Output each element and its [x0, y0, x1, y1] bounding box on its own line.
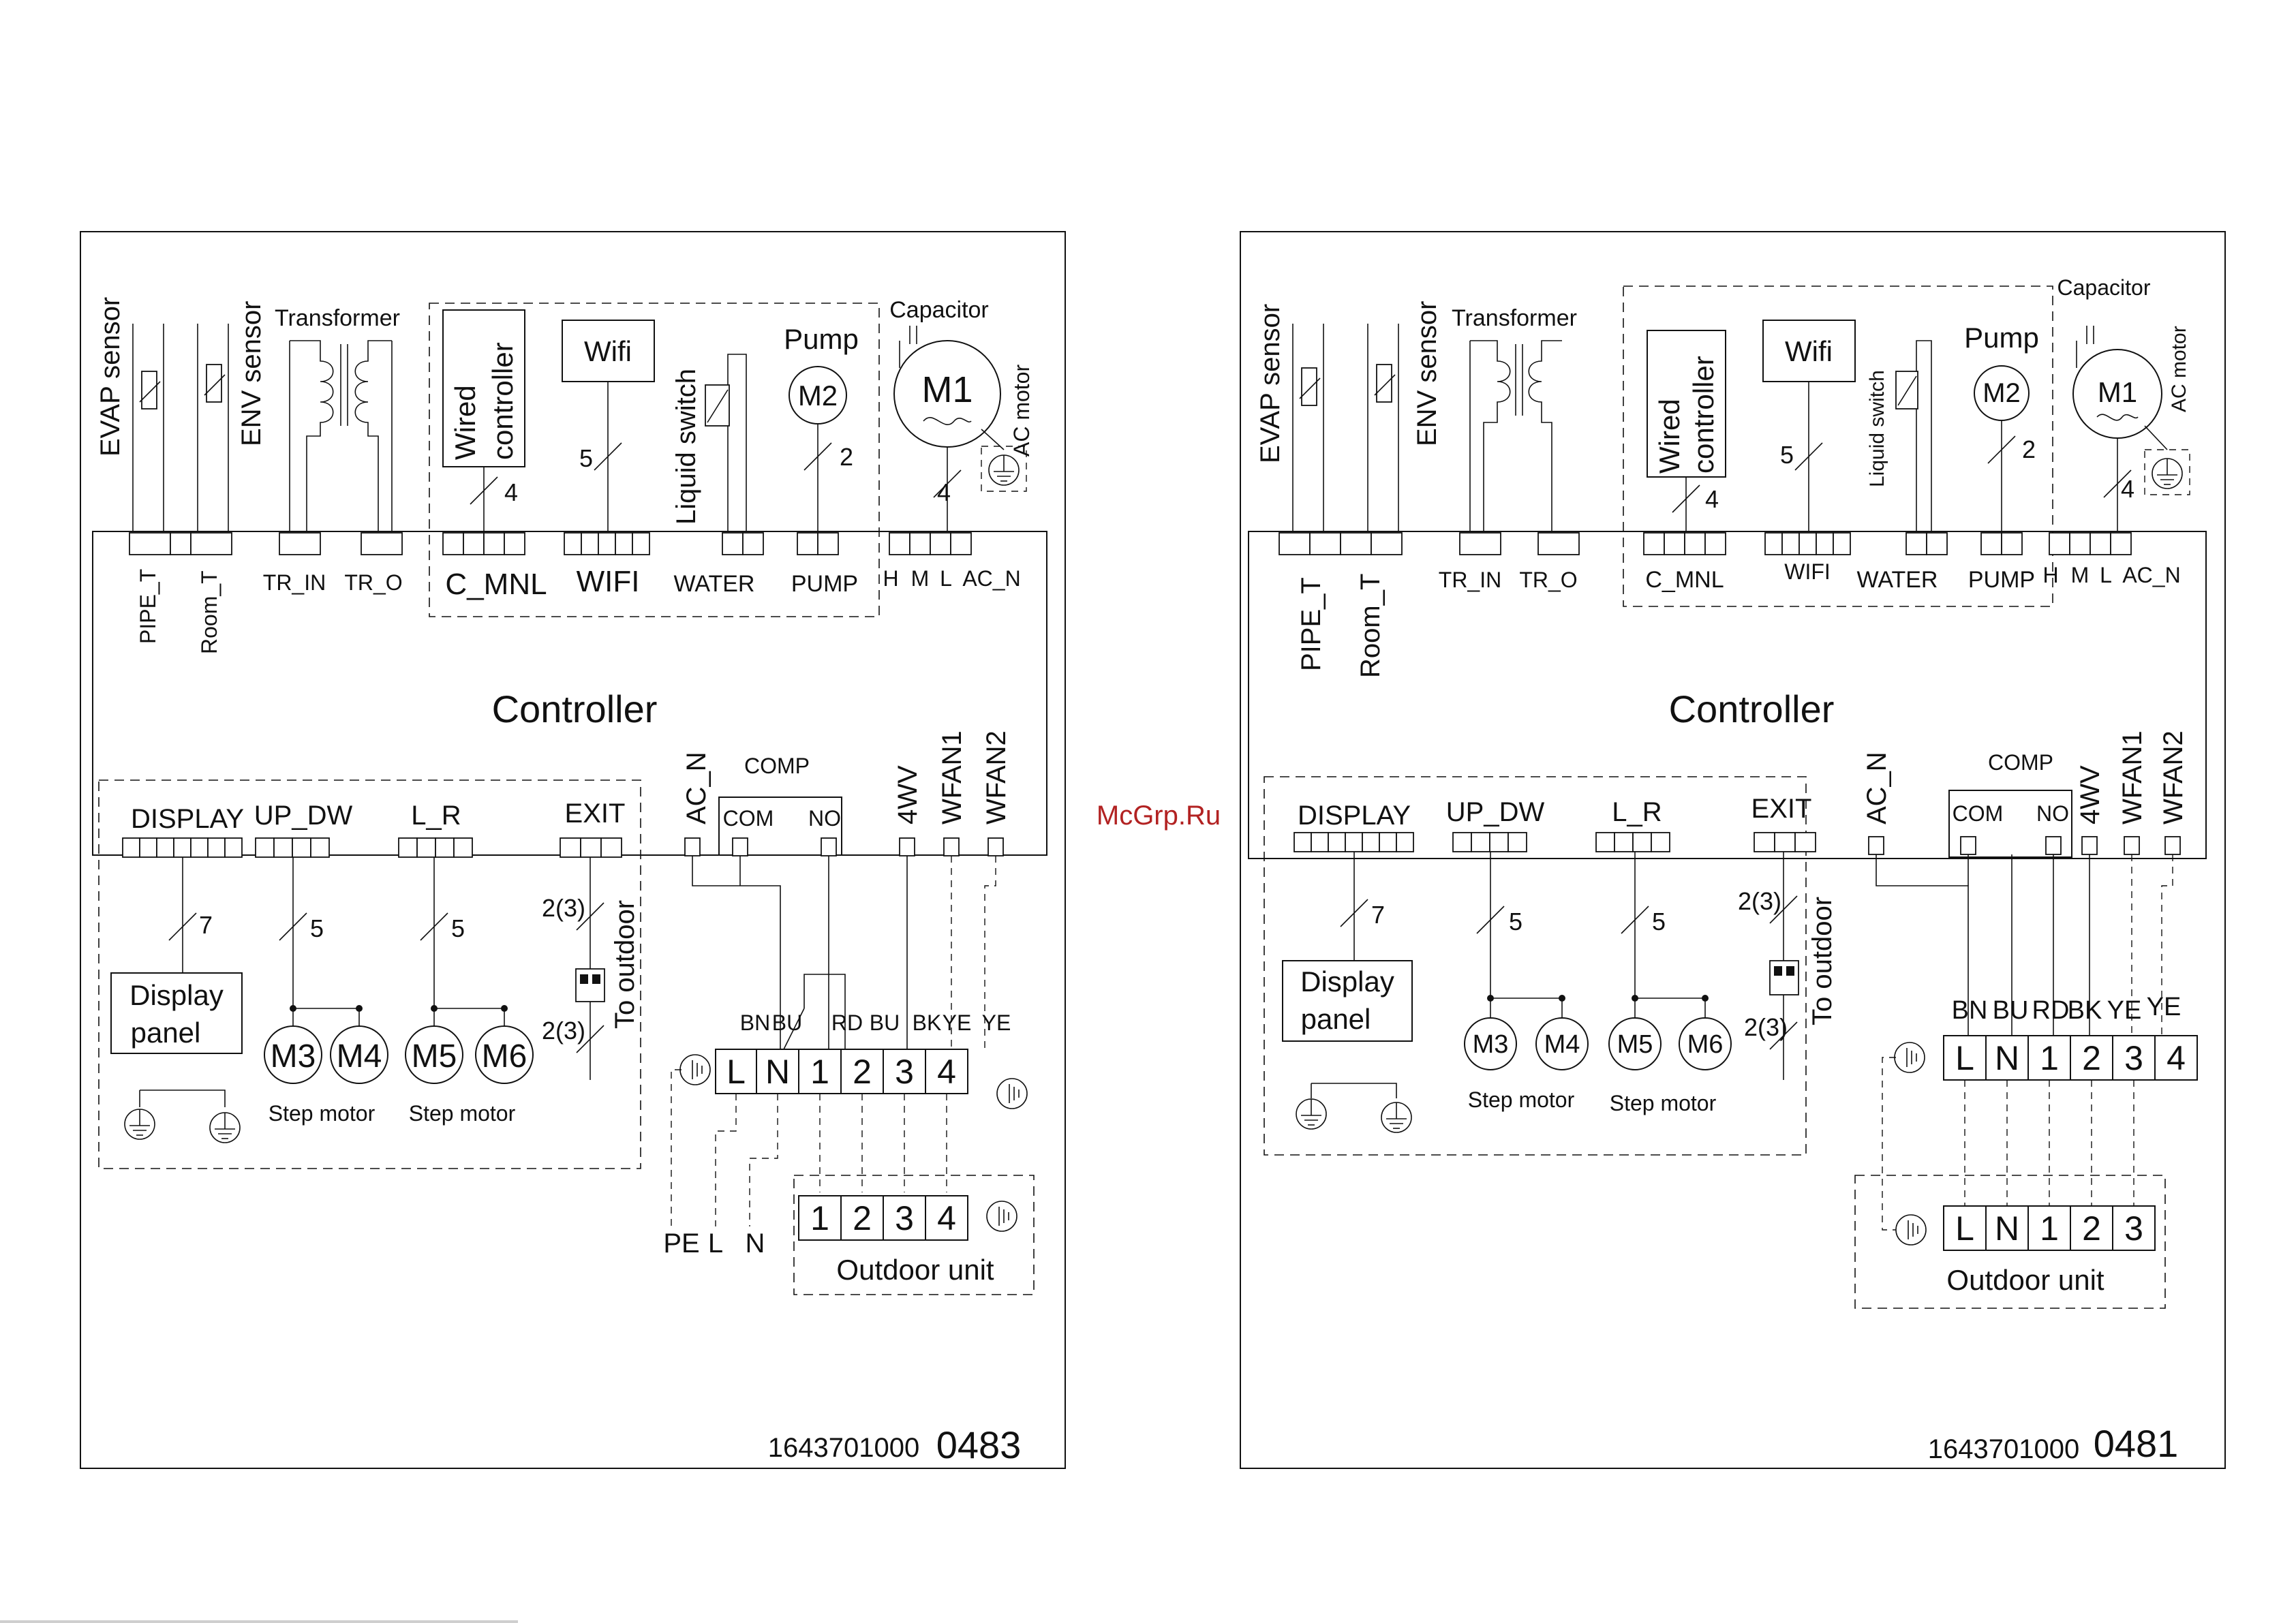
controller-sub-label: controller	[487, 342, 519, 460]
wifi-connector-label: WIFI	[576, 565, 640, 598]
ac-n-top-label: AC_N	[2122, 563, 2181, 587]
m5-label: M5	[411, 1038, 457, 1075]
wifi-label: Wifi	[584, 335, 632, 367]
pipe-room-connector	[1279, 533, 1402, 555]
exit-wire-count-top: 2(3)	[1738, 887, 1782, 915]
c-mnl-label: C_MNL	[1645, 567, 1724, 593]
wire-color-ye-2: YE	[2146, 993, 2182, 1021]
liquid-switch-label: Liquid switch	[1866, 370, 1888, 487]
part-code-suffix: 0483	[936, 1423, 1022, 1466]
fan-motor-connector	[889, 533, 971, 555]
watermark: McGrp.Ru	[1096, 801, 1221, 831]
wifi-connector	[1765, 533, 1850, 555]
room-t-label: Room_T	[1356, 573, 1386, 678]
terminal-3: 3	[895, 1053, 914, 1091]
m3-label: M3	[270, 1038, 316, 1075]
wire-color-ye-2: YE	[981, 1010, 1011, 1035]
pump-wire-count: 2	[840, 443, 854, 471]
part-code: 1643701000	[1927, 1434, 2080, 1464]
to-outdoor-label: To outdoor	[610, 899, 640, 1029]
ac-motor-label: AC motor	[2168, 326, 2190, 412]
display-connector	[1294, 833, 1413, 852]
wired-wire-count: 4	[1705, 485, 1719, 513]
c-mnl-label: C_MNL	[445, 568, 547, 601]
water-connector	[722, 533, 763, 555]
4wv-label: 4WV	[893, 765, 923, 824]
wire-color-ye-1: YE	[942, 1010, 972, 1035]
capacitor-label: Capacitor	[2057, 275, 2151, 300]
display-panel-label: Display	[1300, 965, 1394, 998]
wire-color-rd: RD	[831, 1010, 863, 1035]
tr-o-label: TR_O	[344, 570, 403, 595]
terminal-n: N	[765, 1053, 791, 1091]
wired-wire-count: 4	[504, 478, 519, 506]
tr-in-label: TR_IN	[1438, 568, 1502, 592]
c-mnl-connector	[443, 533, 525, 555]
com-label: COM	[722, 806, 774, 831]
step-motor-label-a: Step motor	[268, 1101, 376, 1126]
display-panel-label: Display	[129, 979, 224, 1011]
up-dw-connector	[1453, 833, 1527, 852]
m4-label: M4	[336, 1038, 382, 1075]
step-motor-label-b: Step motor	[1609, 1091, 1717, 1115]
diagram-0483	[80, 232, 1065, 1468]
up-dw-label: UP_DW	[1445, 797, 1545, 827]
panel-label: panel	[130, 1017, 201, 1049]
terminal-block	[1944, 1036, 2197, 1080]
exit-wire-count-top: 2(3)	[542, 894, 586, 922]
fan-motor-label: M1	[921, 369, 973, 410]
display-conn-label: DISPLAY	[131, 804, 244, 834]
wifi-label: Wifi	[1785, 335, 1833, 367]
pump-motor-label: M2	[797, 380, 838, 412]
outdoor-terminal-2: 2	[2082, 1209, 2101, 1248]
exit-connector	[1754, 833, 1816, 852]
up-dw-label: UP_DW	[254, 801, 353, 831]
ac-n-bottom-label: AC_N	[682, 752, 711, 824]
tr-in-connector	[279, 533, 320, 555]
wifi-wire-count: 5	[1780, 441, 1794, 469]
fan-wire-count: 4	[937, 478, 951, 506]
display-conn-label: DISPLAY	[1298, 801, 1411, 831]
exit-plug-icon	[1770, 961, 1798, 995]
terminal-l: L	[1955, 1039, 1974, 1077]
exit-wire-count-bottom: 2(3)	[1744, 1013, 1788, 1041]
terminal-l: L	[726, 1053, 746, 1091]
n-supply-label: N	[745, 1228, 765, 1258]
water-label: WATER	[1856, 567, 1938, 593]
l-supply-label: L	[707, 1228, 724, 1258]
m3-label: M3	[1472, 1030, 1509, 1059]
outdoor-unit-label: Outdoor unit	[836, 1254, 994, 1286]
terminal-block	[716, 1049, 968, 1094]
l-r-label: L_R	[411, 801, 461, 831]
controller-sub-label: controller	[1687, 356, 1719, 474]
wire-color-bu-2: BU	[869, 1010, 900, 1035]
m6-label: M6	[1687, 1030, 1724, 1059]
up-dw-connector	[256, 838, 329, 857]
terminal-n: N	[1994, 1039, 2020, 1077]
pe-label: PE	[663, 1228, 700, 1258]
fan-motor-label: M1	[2097, 376, 2138, 408]
wired-label: Wired	[1653, 399, 1685, 474]
fan-motor-connector	[2049, 533, 2131, 555]
part-code-suffix: 0481	[2093, 1422, 2179, 1465]
outdoor-terminal-3: 3	[2124, 1209, 2143, 1248]
outdoor-terminal-1: 1	[810, 1199, 829, 1237]
display-connector	[123, 838, 242, 857]
4wv-label: 4WV	[2075, 765, 2105, 824]
m-label: M	[2070, 563, 2090, 587]
l-label: L	[940, 566, 952, 591]
l-r-connector	[1596, 833, 1670, 852]
wire-color-bk: BK	[2067, 996, 2102, 1025]
l-r-connector	[399, 838, 472, 857]
exit-label: EXIT	[564, 799, 626, 829]
pump-motor-label: M2	[1983, 378, 2021, 408]
tr-o-connector	[1538, 533, 1579, 555]
to-outdoor-label: To outdoor	[1807, 896, 1837, 1025]
tr-o-label: TR_O	[1519, 568, 1578, 592]
capacitor-label: Capacitor	[889, 297, 989, 323]
c-mnl-connector	[1644, 533, 1726, 555]
wfan1-label: WFAN1	[937, 730, 967, 824]
outdoor-terminal-1: 1	[2040, 1209, 2059, 1248]
water-label: WATER	[673, 571, 755, 597]
h-label: H	[883, 566, 899, 591]
outdoor-unit-label: Outdoor unit	[1946, 1264, 2104, 1296]
pipe-t-label: PIPE_T	[1296, 577, 1326, 671]
wifi-connector	[564, 533, 649, 555]
wire-color-bn: BN	[1951, 996, 1988, 1025]
evap-sensor-label: EVAP sensor	[1255, 303, 1285, 463]
display-wire-count: 7	[199, 911, 213, 939]
wire-color-rd: RD	[2032, 996, 2070, 1025]
wfan2-label: WFAN2	[2158, 730, 2188, 824]
h-label: H	[2042, 563, 2059, 587]
outdoor-terminal-4: 4	[937, 1199, 956, 1237]
page-edge-strip	[0, 1620, 518, 1623]
pump-connector	[1981, 533, 2022, 555]
comp-label: COMP	[744, 754, 810, 778]
env-sensor-label: ENV sensor	[1412, 300, 1442, 446]
exit-plug-icon	[576, 969, 604, 1002]
l-r-wire-count: 5	[1652, 908, 1666, 936]
liquid-switch-label: Liquid switch	[671, 368, 701, 525]
wire-color-bu-1: BU	[771, 1010, 803, 1035]
exit-wire-count-bottom: 2(3)	[542, 1017, 586, 1045]
no-label: NO	[2036, 801, 2069, 826]
wifi-wire-count: 5	[579, 444, 594, 472]
ac-n-top-label: AC_N	[962, 566, 1021, 591]
wire-color-bk: BK	[912, 1010, 942, 1035]
ac-motor-label: AC motor	[1009, 364, 1034, 457]
pipe-room-connector	[129, 533, 232, 555]
l-r-wire-count: 5	[451, 914, 465, 942]
exit-label: EXIT	[1751, 794, 1812, 824]
com-label: COM	[1952, 801, 2004, 826]
tr-in-label: TR_IN	[262, 570, 326, 595]
wfan2-label: WFAN2	[981, 730, 1011, 824]
terminal-2: 2	[853, 1053, 872, 1091]
transformer-label: Transformer	[1452, 305, 1577, 331]
env-sensor-label: ENV sensor	[236, 300, 266, 446]
step-motor-label-a: Step motor	[1467, 1087, 1575, 1112]
tr-in-connector	[1460, 533, 1501, 555]
controller-label: Controller	[491, 687, 658, 730]
wire-color-bu: BU	[1992, 996, 2029, 1025]
up-dw-wire-count: 5	[1509, 908, 1523, 936]
m-label: M	[910, 566, 930, 591]
step-motor-label-b: Step motor	[408, 1101, 516, 1126]
terminal-4: 4	[2167, 1039, 2186, 1077]
room-t-label: Room_T	[197, 570, 221, 654]
pump-label: Pump	[784, 323, 859, 355]
wire-color-ye-1: YE	[2107, 996, 2142, 1025]
no-label: NO	[808, 806, 841, 831]
wifi-connector-label: WIFI	[1784, 559, 1831, 584]
pump-wire-count: 2	[2022, 435, 2036, 463]
evap-sensor-label: EVAP sensor	[95, 296, 125, 457]
wire-color-bn: BN	[739, 1010, 771, 1035]
up-dw-wire-count: 5	[310, 914, 324, 942]
terminal-2: 2	[2082, 1039, 2101, 1077]
terminal-1: 1	[2040, 1039, 2059, 1077]
l-r-label: L_R	[1612, 797, 1662, 827]
m6-label: M6	[481, 1038, 527, 1075]
terminal-3: 3	[2124, 1039, 2143, 1077]
outdoor-terminal-n: N	[1994, 1209, 2020, 1248]
display-wire-count: 7	[1371, 901, 1386, 929]
m4-label: M4	[1544, 1030, 1580, 1059]
comp-label: COMP	[1988, 750, 2053, 775]
terminal-4: 4	[937, 1053, 956, 1091]
ac-n-bottom-label: AC_N	[1862, 752, 1892, 824]
wired-label: Wired	[449, 385, 481, 460]
m5-label: M5	[1617, 1030, 1653, 1059]
pump-connector	[797, 533, 838, 555]
pipe-t-label: PIPE_T	[136, 568, 160, 644]
outdoor-terminal-2: 2	[853, 1199, 872, 1237]
water-connector	[1906, 533, 1947, 555]
part-code: 1643701000	[767, 1433, 920, 1463]
diagram-0481	[1240, 232, 2225, 1468]
wfan1-label: WFAN1	[2117, 730, 2147, 824]
outdoor-terminal-l: L	[1955, 1209, 1974, 1248]
pump-connector-label: PUMP	[791, 571, 859, 597]
fan-wire-count: 4	[2121, 475, 2135, 503]
controller-label: Controller	[1668, 687, 1835, 730]
pump-label: Pump	[1964, 322, 2039, 354]
transformer-label: Transformer	[275, 305, 400, 331]
terminal-1: 1	[810, 1053, 829, 1091]
outdoor-terminal-3: 3	[895, 1199, 914, 1237]
exit-connector	[560, 838, 622, 857]
pump-connector-label: PUMP	[1968, 567, 2036, 593]
panel-label: panel	[1300, 1003, 1371, 1035]
l-label: L	[2100, 563, 2112, 587]
tr-o-connector	[361, 533, 402, 555]
